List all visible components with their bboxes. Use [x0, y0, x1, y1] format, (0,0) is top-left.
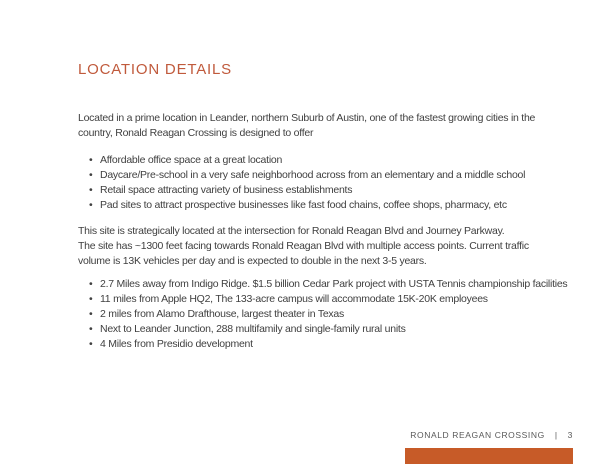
list-item: • Pad sites to attract prospective businesses like fast food chains, coffee shops, pharmacy, etc [89, 198, 548, 213]
list-item: • Daycare/Pre-school in a very safe neighborhood across from an elementary and a middle school [89, 168, 548, 183]
footer-title: RONALD REAGAN CROSSING [410, 430, 545, 440]
offer-list [78, 153, 548, 213]
paragraph-line: This site is strategically located at the intersection for Ronald Reagan Blvd and Journey Parkway. [78, 225, 505, 237]
list-item: • 11 miles from Apple HQ2, The 133-acre campus will accommodate 15K-20K employees [89, 292, 548, 307]
accent-bar [405, 448, 573, 464]
list-item: • Next to Leander Junction, 288 multifamily and single-family rural units [89, 322, 548, 337]
list-item: • Retail space attracting variety of business establishments [89, 183, 548, 198]
page-title: LOCATION DETAILS [78, 61, 232, 78]
page-number: 3 [567, 430, 573, 440]
list-item: • 4 Miles from Presidio development [89, 337, 548, 352]
list-item: • 2 miles from Alamo Drafthouse, largest theater in Texas [89, 307, 548, 322]
footer [410, 430, 573, 440]
intro-paragraph: Located in a prime location in Leander, northern Suburb of Austin, one of the fastest growing cities in the country, Ronald Reagan Crossing is designed to offer [78, 112, 536, 139]
proximity-list [78, 277, 568, 352]
slide-content [78, 60, 568, 363]
list-item: • 2.7 Miles away from Indigo Ridge. $1.5 billion Cedar Park project with USTA Tennis championship facilities [89, 277, 548, 292]
list-item: • Affordable office space at a great location [89, 153, 548, 168]
paragraph-line: The site has ~1300 feet facing towards Ronald Reagan Blvd with multiple access points. Current traffic volume is 13K vehicles per day and is expected to double in the next 3-5 years. [78, 240, 529, 267]
site-paragraph [78, 224, 548, 269]
footer-separator: | [554, 430, 558, 440]
